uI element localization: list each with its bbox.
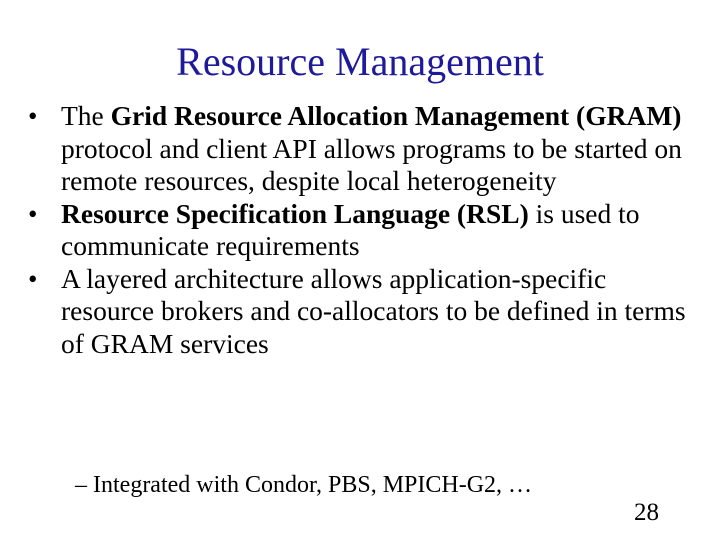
slide-title: Resource Management — [176, 39, 544, 84]
bullet-text-prefix: The — [61, 100, 111, 131]
bullet-marker: • — [28, 263, 38, 294]
page-number: 28 — [634, 499, 659, 526]
bullet-item-gram — [28, 100, 698, 198]
bullet-bold-term: Grid Resource Allocation Management (GRAM) — [110, 100, 682, 131]
bullet-text-suffix: is used to communicate requirements — [61, 197, 640, 261]
bullet-text-suffix: protocol and client API allows programs to be started on remote resources, despite local heterogeneity — [61, 132, 682, 196]
bullet-list — [28, 100, 698, 360]
bullet-text: A layered architecture allows application-specific resource brokers and co-allocators to be defined in terms of GRAM services — [61, 262, 686, 359]
bullet-item-rsl — [28, 198, 698, 263]
sub-bullet: – Integrated with Condor, PBS, MPICH-G2, … — [75, 472, 533, 498]
bullet-bold-term: Resource Specification Language (RSL) — [61, 197, 529, 229]
bullet-marker: • — [28, 101, 38, 131]
bullet-marker: • — [28, 198, 38, 229]
bullet-item-architecture — [28, 263, 698, 361]
